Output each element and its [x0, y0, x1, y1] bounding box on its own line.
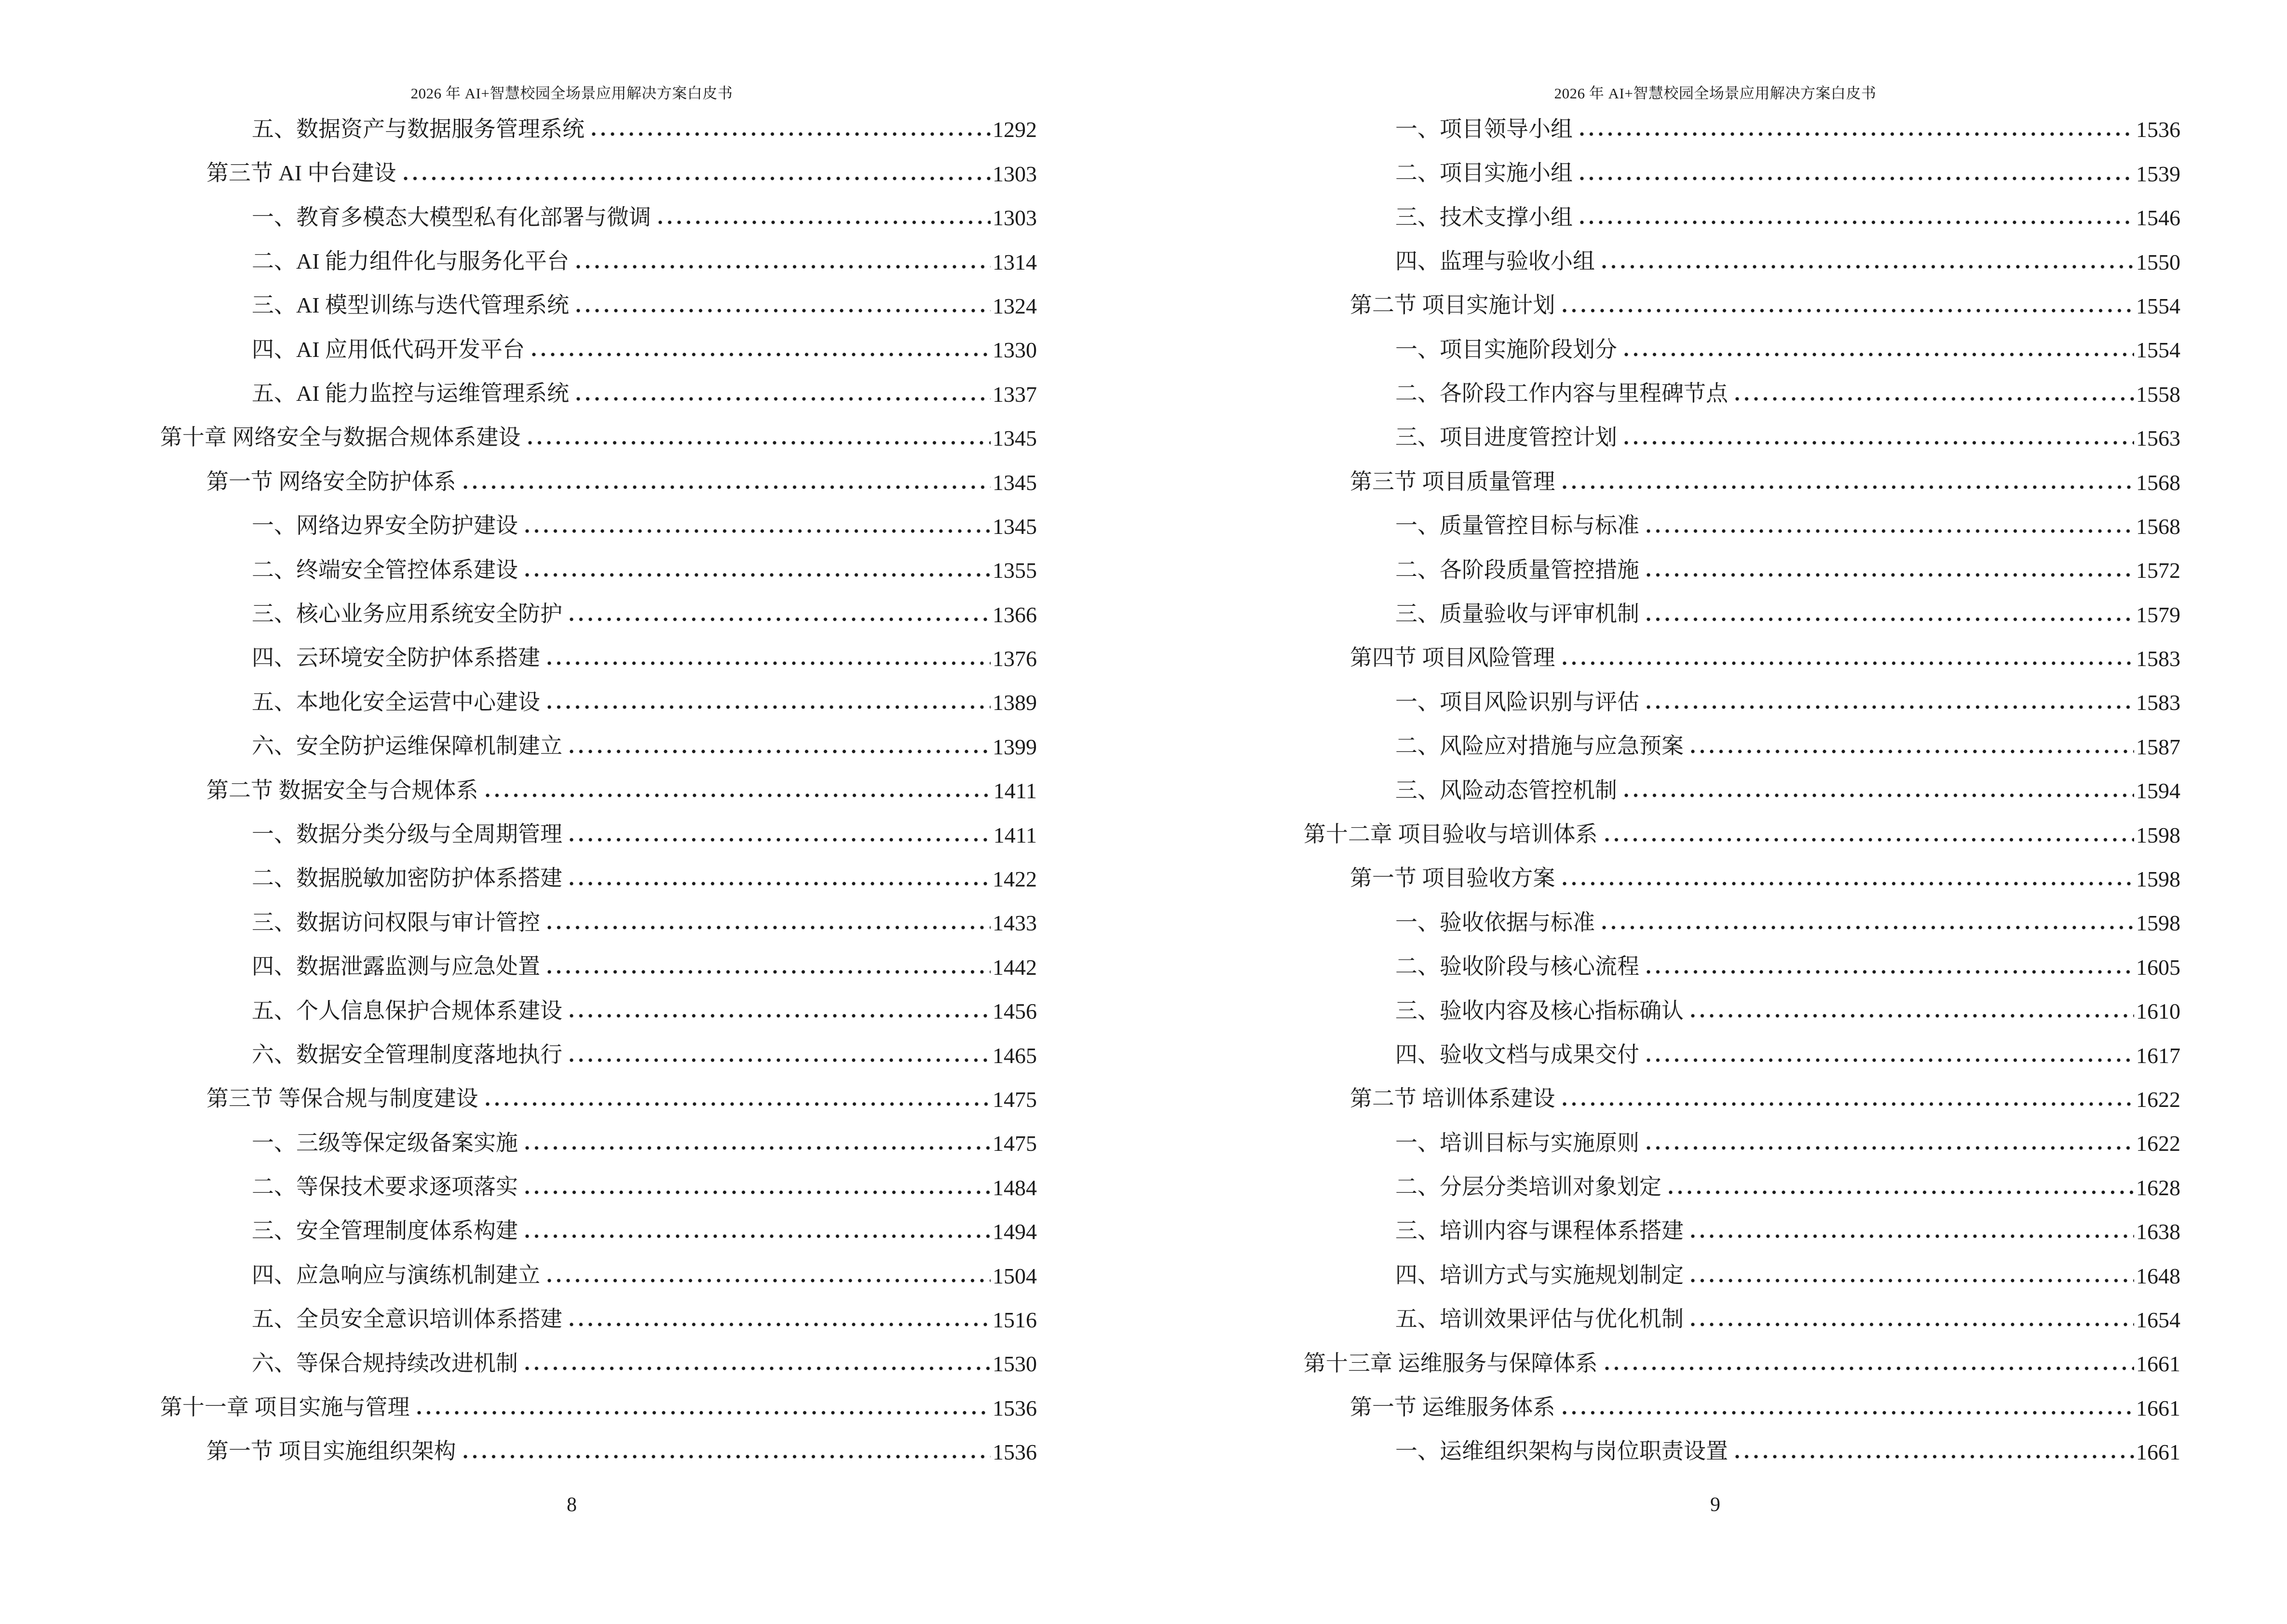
- toc-entry: [1304, 1296, 2180, 1340]
- toc-entry-page: 1550: [2136, 249, 2180, 274]
- dot-leader: [525, 528, 991, 534]
- dot-leader: [1735, 396, 2134, 402]
- toc-entry-title: 第二节 数据安全与合规体系: [206, 778, 478, 803]
- dot-leader: [1646, 528, 2134, 534]
- toc-entry-title: 三、培训内容与课程体系搭建: [1395, 1218, 1684, 1243]
- dot-leader: [1602, 264, 2134, 270]
- dot-leader: [576, 396, 991, 402]
- toc-entry-page: 1661: [2136, 1351, 2180, 1377]
- toc-entry-title: 四、AI 应用低代码开发平台: [252, 337, 525, 362]
- dot-leader: [463, 484, 991, 490]
- toc-entry: [160, 150, 1037, 194]
- toc-entry-page: 1303: [993, 205, 1037, 231]
- toc-entry-title: 三、技术支撑小组: [1395, 205, 1573, 230]
- toc-entry-page: 1536: [993, 1440, 1037, 1465]
- dot-leader: [569, 881, 991, 887]
- toc-entry-title: 四、培训方式与实施规划制定: [1395, 1262, 1684, 1287]
- toc-entry: [160, 194, 1037, 238]
- toc-entry-title: 一、项目领导小组: [1395, 116, 1573, 141]
- toc-entry-page: 1411: [993, 822, 1037, 847]
- toc-entry: [160, 1208, 1037, 1252]
- toc-entry-title: 第一节 项目实施组织架构: [206, 1439, 456, 1464]
- toc-entry: [160, 1252, 1037, 1296]
- page-number: 9: [1710, 1494, 1720, 1516]
- toc-entry-page: 1622: [2136, 1131, 2180, 1156]
- toc-entry-title: 第二节 培训体系建设: [1350, 1086, 1555, 1111]
- toc-entry-page: 1516: [993, 1307, 1037, 1332]
- toc-entry-title: 一、网络边界安全防护建设: [252, 513, 518, 538]
- toc-entry-page: 1563: [2136, 426, 2180, 451]
- toc-entry-page: 1292: [993, 117, 1037, 142]
- toc-entry-title: 三、AI 模型训练与迭代管理系统: [252, 293, 570, 318]
- dot-leader: [1562, 881, 2135, 887]
- toc-entry-page: 1583: [2136, 646, 2180, 671]
- toc-entry-title: 三、核心业务应用系统安全防护: [252, 601, 562, 627]
- toc-entry-title: 第一节 网络安全防护体系: [206, 469, 456, 494]
- dot-leader: [485, 1101, 991, 1107]
- toc-entry: [160, 1340, 1037, 1384]
- toc-entry-page: 1628: [2136, 1175, 2180, 1200]
- toc-entry-title: 六、等保合规持续改进机制: [252, 1351, 518, 1376]
- toc-entry: [160, 591, 1037, 635]
- toc-entry-page: 1475: [993, 1087, 1037, 1112]
- toc-entry-page: 1504: [993, 1263, 1037, 1288]
- dot-leader: [569, 1013, 991, 1019]
- toc-entry-page: 1558: [2136, 382, 2180, 407]
- toc-entry-page: 1456: [993, 999, 1037, 1024]
- toc-entry-page: 1617: [2136, 1043, 2180, 1068]
- toc-entry-title: 三、质量验收与评审机制: [1395, 601, 1639, 627]
- dot-leader: [1646, 1145, 2134, 1151]
- toc-entry-page: 1484: [993, 1175, 1037, 1200]
- toc-entry: [160, 1164, 1037, 1208]
- dot-leader: [1562, 484, 2135, 490]
- toc-entry-title: 第十二章 项目验收与培训体系: [1304, 821, 1598, 846]
- toc-entry-title: 一、三级等保定级备案实施: [252, 1130, 518, 1155]
- toc-entry-page: 1530: [993, 1351, 1037, 1377]
- dot-leader: [547, 925, 991, 930]
- toc-entry-page: 1598: [2136, 911, 2180, 936]
- dot-leader: [1579, 219, 2134, 225]
- toc-entry: [1304, 503, 2180, 547]
- toc-entry: [160, 106, 1037, 150]
- toc-entry-page: 1345: [993, 470, 1037, 495]
- toc-entry-page: 1422: [993, 867, 1037, 892]
- toc-entry-title: 第三节 项目质量管理: [1350, 469, 1555, 494]
- toc-entry-title: 二、验收阶段与核心流程: [1395, 954, 1639, 979]
- toc-entry-page: 1337: [993, 382, 1037, 407]
- dot-leader: [525, 1233, 991, 1239]
- toc-entry: [160, 767, 1037, 811]
- dot-leader: [569, 1057, 991, 1063]
- toc-entry-page: 1303: [993, 161, 1037, 186]
- dot-leader: [1690, 1322, 2134, 1327]
- toc-entry: [1304, 547, 2180, 591]
- toc-entry: [160, 635, 1037, 679]
- toc-entry-title: 五、全员安全意识培训体系搭建: [252, 1307, 562, 1332]
- toc-entry-title: 四、数据泄露监测与应急处置: [252, 954, 540, 979]
- dot-leader: [1624, 440, 2134, 446]
- toc-entry: [1304, 106, 2180, 150]
- toc-entry-title: 二、终端安全管控体系建设: [252, 557, 518, 582]
- toc-entry-page: 1554: [2136, 338, 2180, 363]
- toc-entry-title: 六、数据安全管理制度落地执行: [252, 1042, 562, 1067]
- page-9: [1144, 0, 2287, 1624]
- toc-entry: [1304, 327, 2180, 370]
- toc-entry: [160, 1296, 1037, 1340]
- toc-entry: [160, 547, 1037, 591]
- toc-entry-title: 第三节 AI 中台建设: [206, 161, 396, 186]
- toc-entry: [160, 459, 1037, 503]
- toc-entry-title: 第十章 网络安全与数据合规体系建设: [160, 425, 521, 450]
- toc-entry: [160, 679, 1037, 723]
- toc-entry-page: 1324: [993, 293, 1037, 318]
- toc-entry-page: 1536: [2136, 117, 2180, 142]
- toc-entry-page: 1579: [2136, 602, 2180, 627]
- dot-leader: [403, 176, 991, 181]
- dot-leader: [531, 352, 991, 357]
- toc-entry-page: 1587: [2136, 734, 2180, 759]
- toc-entry: [160, 283, 1037, 327]
- toc-entry-title: 第四节 项目风险管理: [1350, 645, 1555, 670]
- toc-entry: [1304, 194, 2180, 238]
- dot-leader: [1646, 969, 2134, 975]
- toc-entry-title: 一、项目风险识别与评估: [1395, 689, 1639, 714]
- toc-entry: [160, 900, 1037, 943]
- toc-entry-page: 1433: [993, 911, 1037, 936]
- dot-leader: [1690, 749, 2134, 754]
- toc-entry: [1304, 1164, 2180, 1208]
- toc-entry: [160, 370, 1037, 414]
- dot-leader: [1690, 1013, 2134, 1019]
- dot-leader: [1605, 837, 2135, 843]
- toc-list: [1304, 106, 2180, 1473]
- toc-entry-page: 1539: [2136, 161, 2180, 186]
- toc-entry-page: 1399: [993, 734, 1037, 759]
- toc-entry: [160, 1120, 1037, 1164]
- toc-entry: [160, 988, 1037, 1032]
- dot-leader: [525, 1189, 991, 1195]
- toc-entry-page: 1345: [993, 426, 1037, 451]
- toc-entry-title: 一、教育多模态大模型私有化部署与微调: [252, 205, 651, 230]
- dot-leader: [569, 1322, 991, 1327]
- dot-leader: [569, 616, 991, 622]
- toc-entry: [1304, 856, 2180, 900]
- dot-leader: [1562, 660, 2135, 666]
- dot-leader: [1579, 176, 2134, 181]
- toc-entry-title: 三、验收内容及核心指标确认: [1395, 998, 1684, 1023]
- dot-leader: [485, 792, 992, 798]
- toc-entry: [1304, 1032, 2180, 1076]
- toc-entry-page: 1594: [2136, 778, 2180, 804]
- toc-entry-title: 五、个人信息保护合规体系建设: [252, 998, 562, 1023]
- toc-entry-page: 1583: [2136, 690, 2180, 715]
- toc-entry-title: 二、AI 能力组件化与服务化平台: [252, 248, 570, 273]
- dot-leader: [417, 1410, 991, 1416]
- toc-entry-page: 1572: [2136, 558, 2180, 583]
- toc-entry-title: 六、安全防护运维保障机制建立: [252, 734, 562, 759]
- toc-entry-page: 1389: [993, 690, 1037, 715]
- toc-entry-title: 第二节 项目实施计划: [1350, 293, 1555, 318]
- dot-leader: [1690, 1278, 2134, 1283]
- toc-entry: [160, 723, 1037, 767]
- toc-entry-title: 五、数据资产与数据服务管理系统: [252, 116, 585, 141]
- dot-leader: [1624, 352, 2134, 357]
- toc-entry-title: 二、分层分类培训对象划定: [1395, 1174, 1661, 1200]
- dot-leader: [658, 219, 991, 225]
- toc-entry-title: 四、应急响应与演练机制建立: [252, 1262, 540, 1287]
- toc-entry-page: 1568: [2136, 514, 2180, 539]
- running-header: 2026 年 AI+智慧校园全场景应用解决方案白皮书: [410, 85, 733, 102]
- dot-leader: [1579, 131, 2134, 137]
- toc-entry-title: 三、数据访问权限与审计管控: [252, 910, 540, 935]
- toc-entry-page: 1376: [993, 646, 1037, 671]
- dot-leader: [1605, 1365, 2135, 1371]
- dot-leader: [528, 440, 991, 446]
- dot-leader: [1562, 1101, 2135, 1107]
- toc-entry-title: 第一节 项目验收方案: [1350, 866, 1555, 891]
- toc-entry-title: 一、质量管控目标与标准: [1395, 513, 1639, 538]
- toc-entry-title: 二、数据脱敏加密防护体系搭建: [252, 866, 562, 891]
- toc-entry-page: 1605: [2136, 955, 2180, 980]
- toc-entry-title: 五、培训效果评估与优化机制: [1395, 1307, 1684, 1332]
- toc-entry-title: 一、项目实施阶段划分: [1395, 337, 1617, 362]
- toc-entry: [1304, 943, 2180, 987]
- toc-entry-title: 第十三章 运维服务与保障体系: [1304, 1351, 1598, 1376]
- toc-entry-title: 第十一章 项目实施与管理: [160, 1395, 410, 1420]
- dot-leader: [1668, 1189, 2134, 1195]
- toc-entry: [1304, 900, 2180, 943]
- toc-entry: [1304, 591, 2180, 635]
- toc-entry: [1304, 459, 2180, 503]
- dot-leader: [525, 1365, 991, 1371]
- dot-leader: [525, 1145, 991, 1151]
- toc-entry-title: 一、验收依据与标准: [1395, 910, 1595, 935]
- dot-leader: [1646, 1057, 2134, 1063]
- running-header: 2026 年 AI+智慧校园全场景应用解决方案白皮书: [1554, 85, 1877, 102]
- toc-entry-title: 一、数据分类分级与全周期管理: [252, 821, 562, 846]
- toc-entry-page: 1465: [993, 1043, 1037, 1068]
- dot-leader: [1646, 616, 2134, 622]
- toc-entry: [1304, 238, 2180, 282]
- dot-leader: [1562, 308, 2135, 314]
- toc-entry-page: 1648: [2136, 1263, 2180, 1288]
- toc-entry: [1304, 1252, 2180, 1296]
- toc-entry-title: 四、监理与验收小组: [1395, 248, 1595, 273]
- toc-entry-title: 二、各阶段工作内容与里程碑节点: [1395, 381, 1728, 406]
- dot-leader: [591, 131, 991, 137]
- toc-entry-page: 1568: [2136, 470, 2180, 495]
- toc-entry-page: 1366: [993, 602, 1037, 627]
- toc-entry-page: 1345: [993, 514, 1037, 539]
- toc-entry-title: 二、风险应对措施与应急预案: [1395, 734, 1684, 759]
- toc-entry-title: 二、等保技术要求逐项落实: [252, 1174, 518, 1200]
- toc-entry: [1304, 1384, 2180, 1428]
- dot-leader: [1690, 1233, 2134, 1239]
- toc-entry-page: 1622: [2136, 1087, 2180, 1112]
- toc-entry: [160, 1429, 1037, 1473]
- toc-entry-page: 1598: [2136, 867, 2180, 892]
- toc-entry-title: 第三节 等保合规与制度建设: [206, 1086, 478, 1111]
- toc-entry: [160, 856, 1037, 900]
- dot-leader: [1646, 704, 2134, 710]
- dot-leader: [547, 704, 991, 710]
- toc-entry-title: 五、AI 能力监控与运维管理系统: [252, 381, 570, 406]
- toc-entry: [1304, 811, 2180, 855]
- toc-entry-page: 1475: [993, 1131, 1037, 1156]
- toc-entry-page: 1546: [2136, 205, 2180, 231]
- toc-entry-title: 二、各阶段质量管控措施: [1395, 557, 1639, 582]
- toc-entry-title: 五、本地化安全运营中心建设: [252, 689, 540, 714]
- toc-entry: [1304, 150, 2180, 194]
- dot-leader: [576, 264, 991, 270]
- toc-entry-page: 1554: [2136, 293, 2180, 318]
- toc-entry-title: 四、验收文档与成果交付: [1395, 1042, 1639, 1067]
- toc-entry-page: 1654: [2136, 1307, 2180, 1332]
- dot-leader: [1562, 1410, 2135, 1416]
- toc-entry: [160, 238, 1037, 282]
- toc-entry-title: 一、培训目标与实施原则: [1395, 1130, 1639, 1155]
- page-number: 8: [567, 1494, 577, 1516]
- toc-entry-title: 一、运维组织架构与岗位职责设置: [1395, 1439, 1728, 1464]
- dot-leader: [1624, 792, 2134, 798]
- toc-entry: [1304, 1429, 2180, 1473]
- toc-entry-page: 1411: [993, 778, 1037, 804]
- toc-entry: [1304, 988, 2180, 1032]
- toc-entry-page: 1661: [2136, 1440, 2180, 1465]
- dot-leader: [569, 837, 992, 843]
- dot-leader: [547, 1278, 991, 1283]
- toc-entry: [1304, 1076, 2180, 1120]
- toc-entry-page: 1330: [993, 338, 1037, 363]
- dot-leader: [1646, 572, 2134, 578]
- toc-entry-page: 1442: [993, 955, 1037, 980]
- toc-entry-page: 1638: [2136, 1219, 2180, 1244]
- toc-entry: [1304, 723, 2180, 767]
- toc-entry-page: 1314: [993, 249, 1037, 274]
- toc-entry: [1304, 283, 2180, 327]
- toc-entry: [160, 811, 1037, 855]
- toc-list: [160, 106, 1037, 1473]
- dot-leader: [1735, 1454, 2134, 1460]
- toc-entry: [1304, 767, 2180, 811]
- toc-entry-page: 1494: [993, 1219, 1037, 1244]
- dot-leader: [569, 749, 991, 754]
- toc-entry-page: 1661: [2136, 1395, 2180, 1420]
- toc-entry: [1304, 370, 2180, 414]
- toc-entry: [160, 327, 1037, 370]
- toc-entry-title: 四、云环境安全防护体系搭建: [252, 645, 540, 670]
- toc-entry: [1304, 1120, 2180, 1164]
- toc-entry: [1304, 679, 2180, 723]
- toc-entry: [160, 1032, 1037, 1076]
- toc-entry-page: 1598: [2136, 822, 2180, 847]
- dot-leader: [1602, 925, 2134, 930]
- toc-entry-page: 1355: [993, 558, 1037, 583]
- dot-leader: [576, 308, 991, 314]
- dot-leader: [547, 660, 991, 666]
- toc-entry-page: 1536: [993, 1395, 1037, 1420]
- toc-entry-title: 三、项目进度管控计划: [1395, 425, 1617, 450]
- toc-entry-title: 三、安全管理制度体系构建: [252, 1218, 518, 1243]
- dot-leader: [463, 1454, 991, 1460]
- dot-leader: [547, 969, 991, 975]
- toc-entry: [160, 943, 1037, 987]
- toc-entry: [1304, 1340, 2180, 1384]
- toc-entry-title: 第一节 运维服务体系: [1350, 1395, 1555, 1420]
- toc-entry: [160, 415, 1037, 459]
- toc-entry: [160, 1076, 1037, 1120]
- toc-entry: [1304, 635, 2180, 679]
- toc-entry-title: 三、风险动态管控机制: [1395, 778, 1617, 803]
- toc-entry-page: 1610: [2136, 999, 2180, 1024]
- toc-entry-title: 二、项目实施小组: [1395, 161, 1573, 186]
- dot-leader: [525, 572, 991, 578]
- toc-entry: [1304, 415, 2180, 459]
- toc-entry: [160, 503, 1037, 547]
- toc-entry: [160, 1384, 1037, 1428]
- toc-entry: [1304, 1208, 2180, 1252]
